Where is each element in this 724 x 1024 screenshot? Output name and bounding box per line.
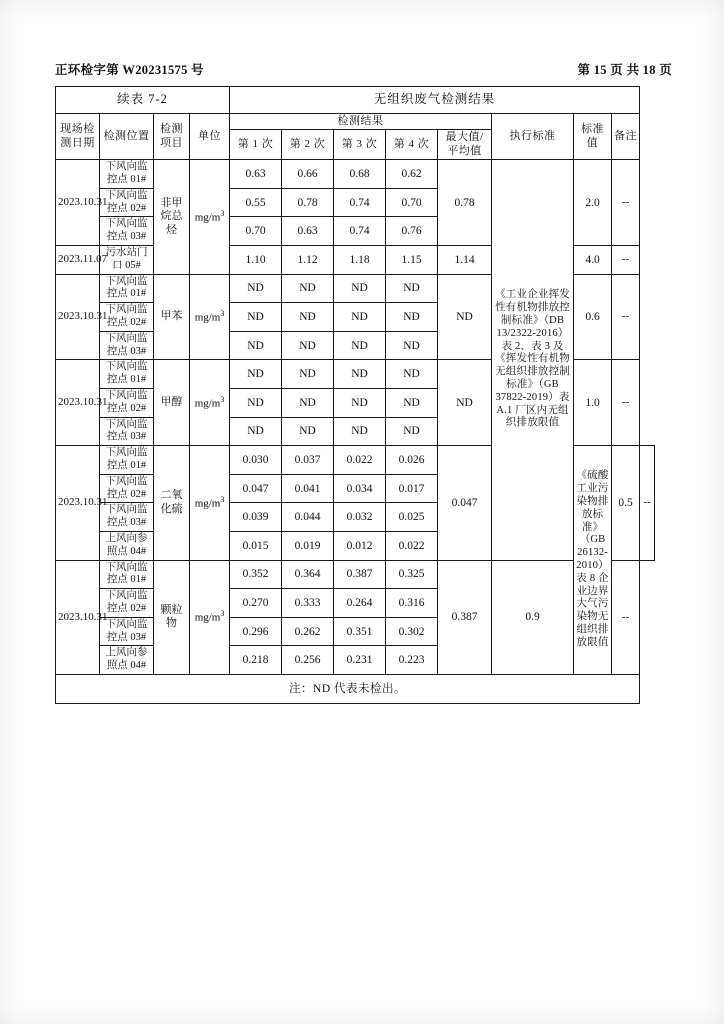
cell-item: 二氧化硫	[154, 446, 190, 560]
cell-run-4: 0.017	[386, 474, 438, 503]
table-row	[56, 560, 655, 589]
cell-max-avg: 0.047	[438, 446, 492, 560]
cell-run-3: ND	[334, 303, 386, 332]
cell-limit: 1.0	[574, 360, 612, 446]
cell-position: 下风向监控点 03#	[100, 331, 154, 360]
cell-position: 上风向参照点 04#	[100, 646, 154, 675]
cell-item: 颗粒物	[154, 560, 190, 674]
cell-run-4: 0.025	[386, 503, 438, 532]
cell-run-1: 0.70	[230, 217, 282, 246]
cell-run-4: ND	[386, 274, 438, 303]
cell-run-4: 0.316	[386, 589, 438, 618]
cell-limit: 0.5	[612, 446, 640, 560]
cell-max-avg: 0.387	[438, 560, 492, 674]
cell-item: 甲苯	[154, 274, 190, 360]
cell-run-3: 0.034	[334, 474, 386, 503]
cell-unit: $mg/m^3$	[190, 160, 230, 274]
table-title-row	[56, 87, 655, 114]
cell-position: 下风向监控点 02#	[100, 388, 154, 417]
col-header-standard: 执行标准	[492, 114, 574, 160]
cell-run-1: 0.63	[230, 160, 282, 189]
cell-position: 下风向监控点 03#	[100, 503, 154, 532]
cell-date: 2023.10.31	[56, 560, 100, 674]
cell-run-3: ND	[334, 360, 386, 389]
results-table	[55, 86, 655, 704]
cell-position: 下风向监控点 02#	[100, 303, 154, 332]
cell-position: 下风向监控点 01#	[100, 446, 154, 475]
col-header-unit: 单位	[190, 114, 230, 160]
cell-run-1: 0.296	[230, 617, 282, 646]
cell-run-3: ND	[334, 417, 386, 446]
cell-run-3: ND	[334, 388, 386, 417]
table-title: 无组织废气检测结果	[230, 87, 640, 114]
cell-remark: --	[640, 446, 655, 560]
cell-position: 下风向监控点 02#	[100, 474, 154, 503]
cell-run-4: ND	[386, 360, 438, 389]
cell-run-3: ND	[334, 331, 386, 360]
cell-run-4: ND	[386, 303, 438, 332]
cell-run-1: ND	[230, 417, 282, 446]
cell-run-4: ND	[386, 331, 438, 360]
cell-run-1: 0.218	[230, 646, 282, 675]
cell-run-2: 1.12	[282, 246, 334, 275]
cell-run-2: ND	[282, 360, 334, 389]
cell-run-3: 1.18	[334, 246, 386, 275]
cell-run-2: 0.019	[282, 531, 334, 560]
cell-standard: 《硫酸工业污染物排放标准》（GB 26132-2010）表 8 企业边界大气污染物无组织排放限值	[574, 446, 612, 675]
cell-run-1: 0.55	[230, 188, 282, 217]
col-header-item: 检测项目	[154, 114, 190, 160]
cell-run-2: 0.63	[282, 217, 334, 246]
cell-position: 下风向监控点 02#	[100, 589, 154, 618]
cell-position: 下风向监控点 03#	[100, 617, 154, 646]
header-row-1	[56, 114, 655, 130]
cell-position: 下风向监控点 01#	[100, 360, 154, 389]
cell-unit: $mg/m^3$	[190, 446, 230, 560]
report-number: 正环检字第 W20231575 号	[55, 63, 204, 77]
cell-run-4: 1.15	[386, 246, 438, 275]
cell-run-1: 0.039	[230, 503, 282, 532]
cell-item: 非甲烷总烃	[154, 160, 190, 274]
col-header-run-2: 第 2 次	[282, 130, 334, 160]
cell-run-1: ND	[230, 360, 282, 389]
cell-run-2: 0.364	[282, 560, 334, 589]
cell-remark: --	[612, 360, 640, 446]
cell-run-3: 0.032	[334, 503, 386, 532]
cell-position: 下风向监控点 03#	[100, 217, 154, 246]
cell-position: 下风向监控点 01#	[100, 160, 154, 189]
cell-limit: 0.6	[574, 274, 612, 360]
cell-run-1: ND	[230, 388, 282, 417]
cell-run-1: ND	[230, 331, 282, 360]
cell-run-1: 1.10	[230, 246, 282, 275]
cell-run-3: 0.351	[334, 617, 386, 646]
cell-limit: 0.9	[492, 560, 574, 674]
cell-run-2: 0.262	[282, 617, 334, 646]
cell-run-4: 0.302	[386, 617, 438, 646]
page-number: 第 15 页 共 18 页	[577, 63, 672, 77]
cell-run-2: ND	[282, 331, 334, 360]
cell-run-2: 0.256	[282, 646, 334, 675]
cell-run-1: 0.047	[230, 474, 282, 503]
cell-run-2: ND	[282, 417, 334, 446]
table-row	[56, 160, 655, 189]
cell-unit: $mg/m^3$	[190, 360, 230, 446]
cell-remark: --	[612, 160, 640, 246]
cell-position: 污水站门口 05#	[100, 246, 154, 275]
cell-limit: 4.0	[574, 246, 612, 275]
cell-run-3: 0.74	[334, 188, 386, 217]
cell-max-avg: 1.14	[438, 246, 492, 275]
cell-run-2: ND	[282, 303, 334, 332]
cell-item: 甲醇	[154, 360, 190, 446]
cell-position: 下风向监控点 02#	[100, 188, 154, 217]
cell-run-3: 0.387	[334, 560, 386, 589]
cell-run-2: ND	[282, 274, 334, 303]
cell-run-1: 0.030	[230, 446, 282, 475]
cell-run-4: ND	[386, 388, 438, 417]
cell-run-2: 0.78	[282, 188, 334, 217]
cell-run-3: ND	[334, 274, 386, 303]
cell-remark: --	[612, 246, 640, 275]
cell-run-2: 0.037	[282, 446, 334, 475]
cell-run-3: 0.264	[334, 589, 386, 618]
cell-date: 2023.10.31	[56, 274, 100, 360]
cell-run-4: 0.022	[386, 531, 438, 560]
cell-run-3: 0.231	[334, 646, 386, 675]
cell-run-4: 0.76	[386, 217, 438, 246]
cell-run-3: 0.012	[334, 531, 386, 560]
cell-unit: $mg/m^3$	[190, 274, 230, 360]
cell-run-4: 0.223	[386, 646, 438, 675]
cell-date: 2023.11.07	[56, 246, 100, 275]
cell-run-1: 0.352	[230, 560, 282, 589]
cell-run-3: 0.68	[334, 160, 386, 189]
cell-run-3: 0.022	[334, 446, 386, 475]
cell-max-avg: ND	[438, 274, 492, 360]
cell-max-avg: 0.78	[438, 160, 492, 246]
cell-run-4: 0.70	[386, 188, 438, 217]
cell-run-1: 0.270	[230, 589, 282, 618]
cell-position: 下风向监控点 01#	[100, 560, 154, 589]
cell-run-1: ND	[230, 303, 282, 332]
cell-position: 下风向监控点 03#	[100, 417, 154, 446]
table-note-row	[56, 674, 655, 703]
col-header-run-1: 第 1 次	[230, 130, 282, 160]
cell-run-1: ND	[230, 274, 282, 303]
cell-run-2: 0.044	[282, 503, 334, 532]
cell-run-2: 0.333	[282, 589, 334, 618]
cell-run-2: 0.041	[282, 474, 334, 503]
col-header-remark: 备注	[612, 114, 640, 160]
cell-date: 2023.10.31	[56, 360, 100, 446]
cell-run-4: 0.325	[386, 560, 438, 589]
cell-remark: --	[612, 560, 640, 674]
cell-date: 2023.10.31	[56, 160, 100, 246]
cell-date: 2023.10.31	[56, 446, 100, 560]
col-header-limit: 标准值	[574, 114, 612, 160]
cell-run-4: ND	[386, 417, 438, 446]
cell-limit: 2.0	[574, 160, 612, 246]
col-header-date: 现场检测日期	[56, 114, 100, 160]
cell-run-3: 0.74	[334, 217, 386, 246]
col-header-results: 检测结果	[230, 114, 492, 130]
cell-standard: 《工业企业挥发性有机物排放控制标准》（DB 13/2322-2016）表 2、表 3 及《挥发性有机物无组织排放控制标准》（GB 37822-2019）表 A.1 厂区内无组织排放限值	[492, 160, 574, 560]
cell-position: 下风向监控点 01#	[100, 274, 154, 303]
cell-run-4: 0.026	[386, 446, 438, 475]
col-header-run-3: 第 3 次	[334, 130, 386, 160]
cell-run-2: ND	[282, 388, 334, 417]
cell-max-avg: ND	[438, 360, 492, 446]
cell-remark: --	[612, 274, 640, 360]
cell-run-2: 0.66	[282, 160, 334, 189]
cell-run-1: 0.015	[230, 531, 282, 560]
cell-unit: $mg/m^3$	[190, 560, 230, 674]
col-header-run-4: 第 4 次	[386, 130, 438, 160]
cell-position: 上风向参照点 04#	[100, 531, 154, 560]
col-header-position: 检测位置	[100, 114, 154, 160]
page-header	[55, 60, 672, 78]
cell-run-4: 0.62	[386, 160, 438, 189]
col-header-max-avg: 最大值/平均值	[438, 130, 492, 160]
table-continuation-label: 续表 7-2	[56, 87, 230, 114]
table-note: 注：ND 代表未检出。	[56, 674, 640, 703]
